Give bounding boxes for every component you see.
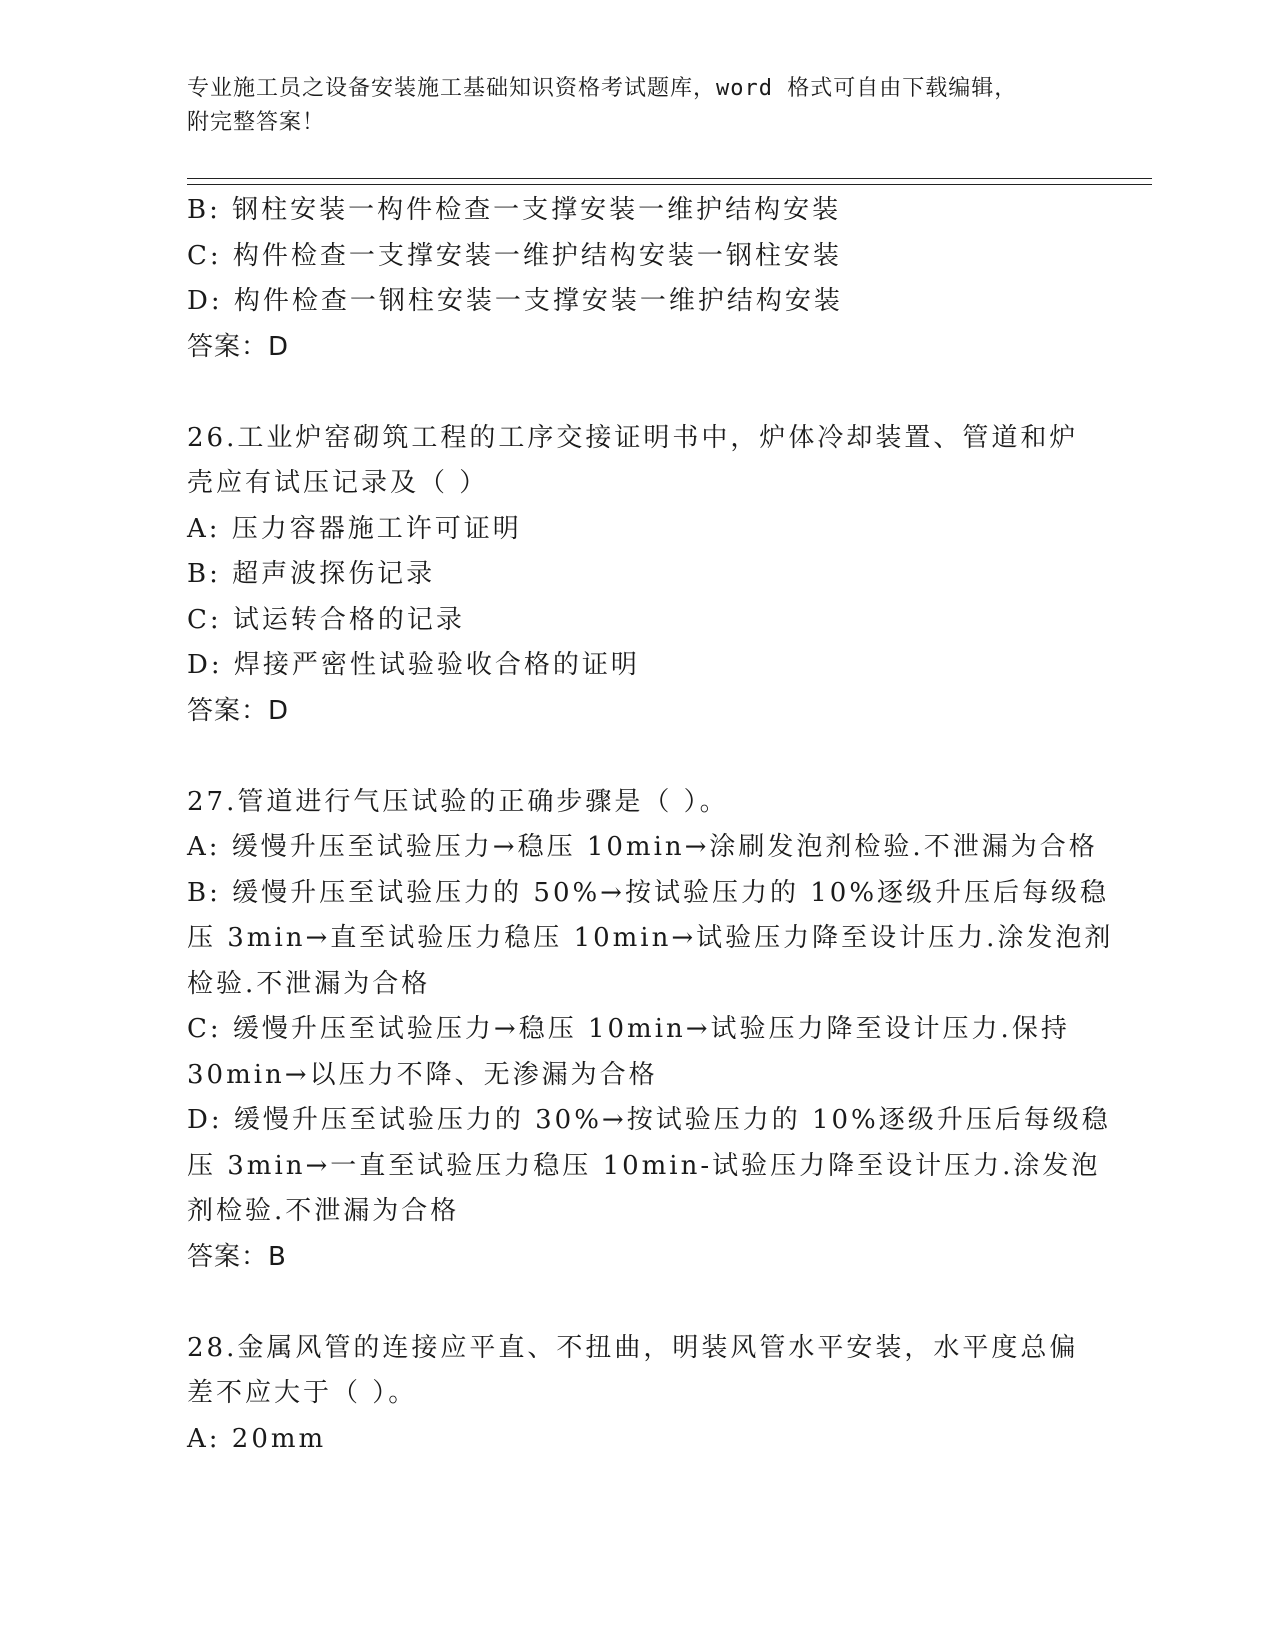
q25-answer: 答案：D — [187, 331, 290, 362]
q26-stem-line-1: 26.工业炉窑砌筑工程的工序交接证明书中，炉体冷却装置、管道和炉 — [187, 422, 1079, 453]
header-divider-top — [187, 178, 1152, 179]
q27-option-a: A: 缓慢升压至试验压力→稳压 10min→涂刷发泡剂检验.不泄漏为合格 — [187, 832, 1098, 862]
q26-answer: 答案：D — [187, 695, 290, 726]
q27-option-d-line-2: 压 3min→一直至试验压力稳压 10min-试验压力降至设计压力.涂发泡 — [187, 1150, 1101, 1181]
q27-option-c-line-2: 30min→以压力不降、无渗漏为合格 — [187, 1059, 658, 1090]
q26-option-b: B: 超声波探伤记录 — [187, 559, 436, 589]
q25-option-b: B: 钢柱安装一构件检查一支撑安装一维护结构安装 — [187, 195, 842, 225]
q27-option-b-line-3: 检验.不泄漏为合格 — [187, 968, 431, 999]
q25-option-c: C: 构件检查一支撑安装一维护结构安装一钢柱安装 — [187, 240, 842, 271]
q26-stem-line-2: 壳应有试压记录及（ ） — [187, 468, 489, 498]
q27-answer: 答案：B — [187, 1241, 287, 1272]
q26-option-d: D: 焊接严密性试验验收合格的证明 — [187, 650, 640, 680]
q28-option-a: A: 20mm — [187, 1423, 327, 1454]
q26-option-c: C: 试运转合格的记录 — [187, 604, 465, 635]
q27-option-b-line-2: 压 3min→直至试验压力稳压 10min→试验压力降至设计压力.涂发泡剂 — [187, 923, 1114, 953]
spacer — [187, 370, 1087, 416]
q27-option-b-line-1: B: 缓慢升压至试验压力的 50%→按试验压力的 10%逐级升压后每级稳 — [187, 877, 1110, 908]
header-divider-bottom — [187, 184, 1152, 185]
q27-option-d-line-1: D: 缓慢升压至试验压力的 30%→按试验压力的 10%逐级升压后每级稳 — [187, 1105, 1111, 1135]
q27-option-d-line-3: 剂检验.不泄漏为合格 — [187, 1196, 460, 1226]
spacer — [187, 734, 1087, 780]
q28-stem-line-2: 差不应大于（ ）。 — [187, 1378, 418, 1408]
q25-option-d: D: 构件检查一钢柱安装一支撑安装一维护结构安装 — [187, 286, 843, 316]
header-line-2: 附完整答案！ — [187, 110, 326, 135]
q27-stem: 27.管道进行气压试验的正确步骤是（ ）。 — [187, 786, 729, 817]
q26-option-a: A: 压力容器施工许可证明 — [187, 513, 522, 544]
spacer — [187, 1280, 1087, 1326]
question-content — [187, 188, 1114, 1462]
document-header — [187, 72, 1067, 140]
q28-stem-line-1: 28.金属风管的连接应平直、不扭曲，明装风管水平安装，水平度总偏 — [187, 1332, 1079, 1363]
q27-option-c-line-1: C: 缓慢升压至试验压力→稳压 10min→试验压力降至设计压力.保持 — [187, 1014, 1070, 1044]
header-line-1: 专业施工员之设备安装施工基础知识资格考试题库，word 格式可自由下载编辑， — [187, 76, 1018, 101]
